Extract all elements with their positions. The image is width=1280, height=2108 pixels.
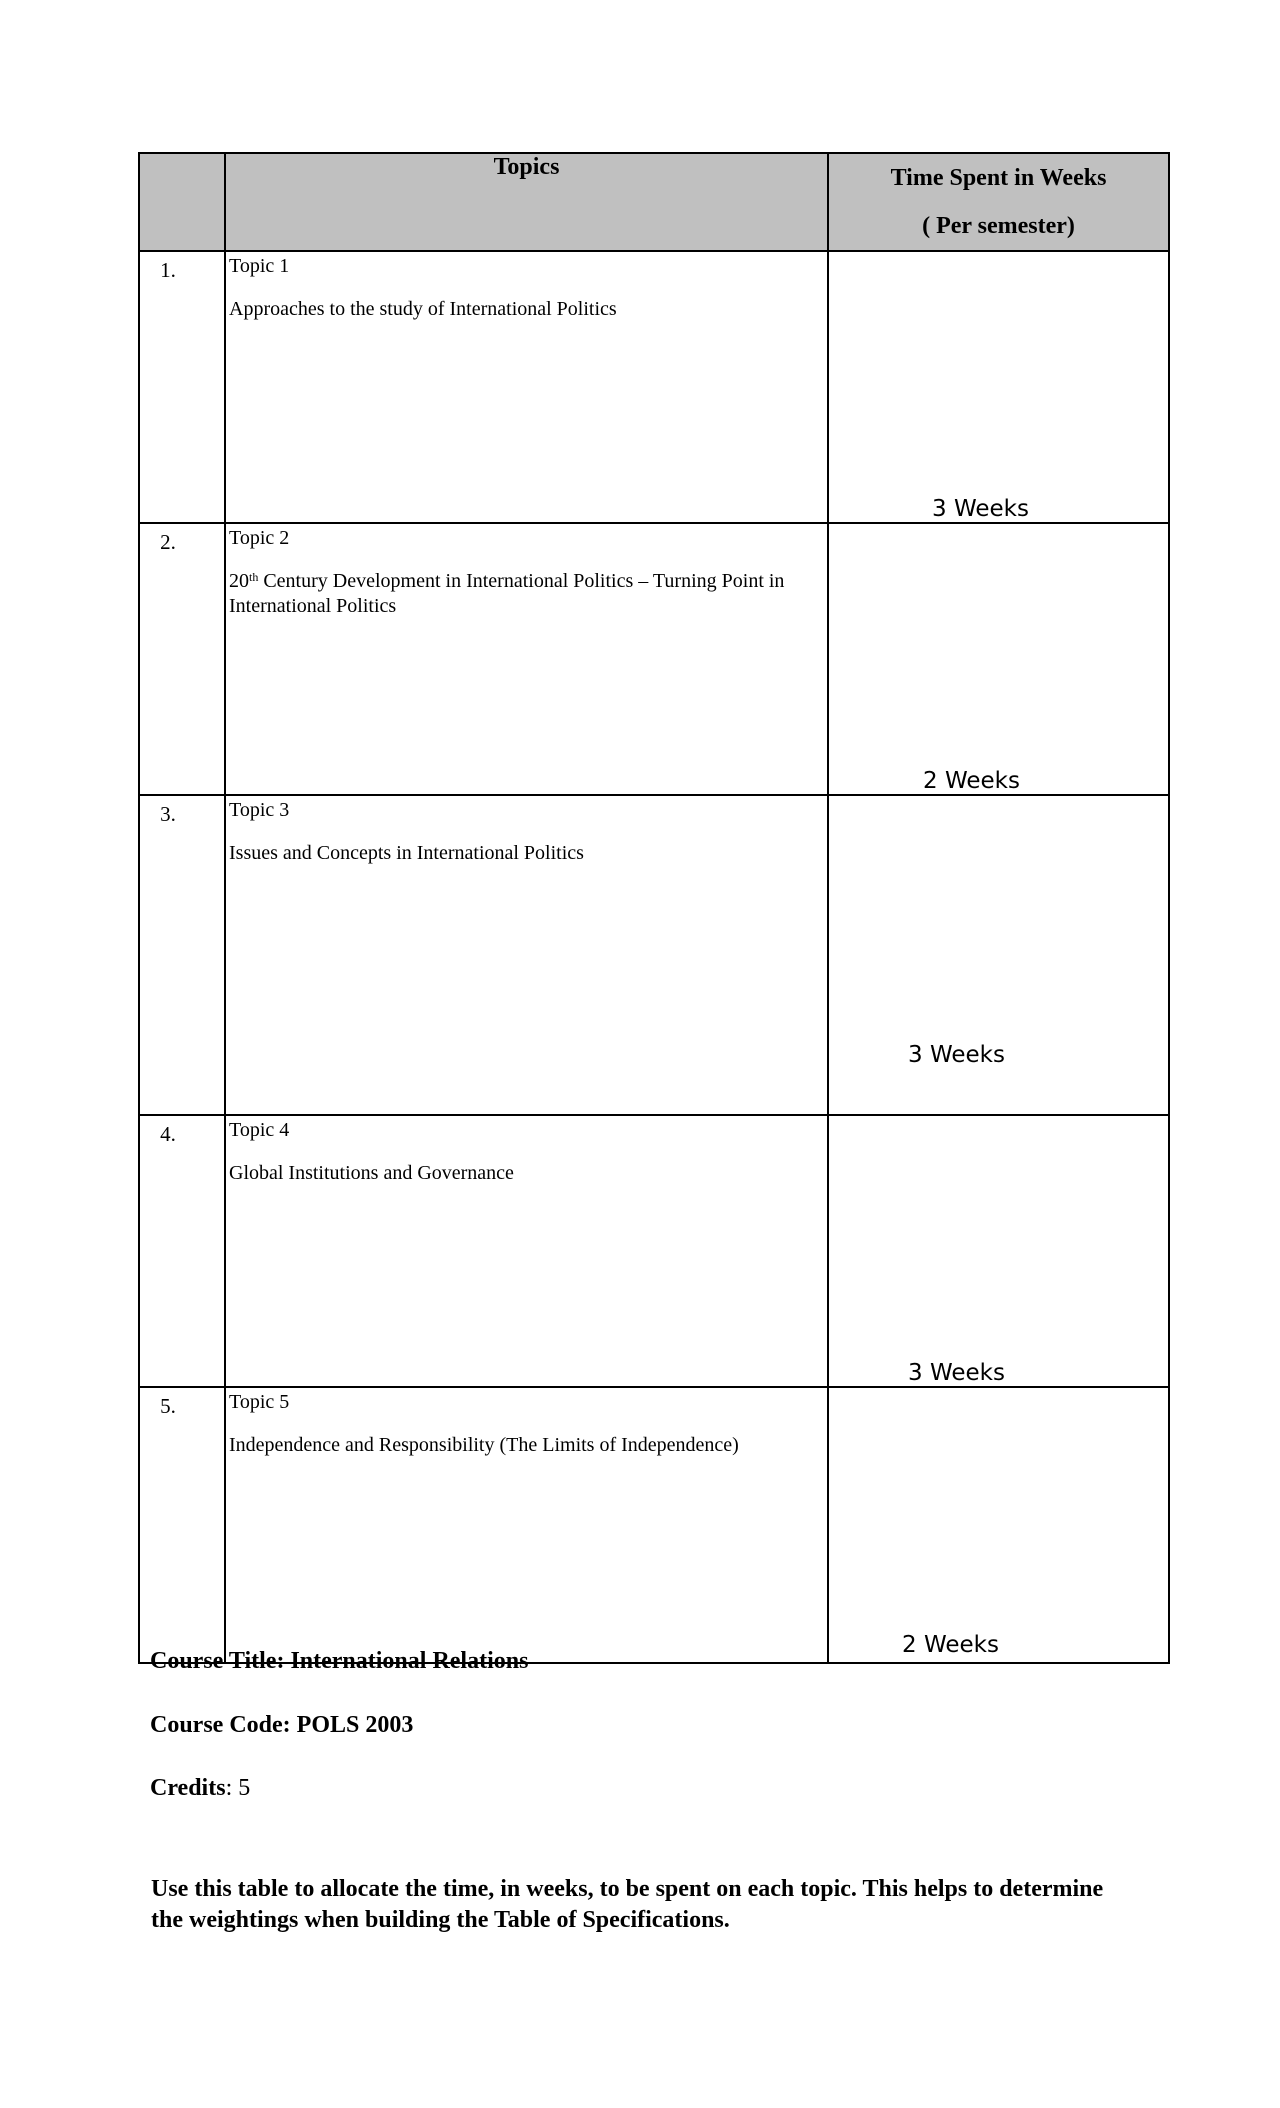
time-header-line1: Time Spent in Weeks xyxy=(890,165,1107,191)
topics-time-table xyxy=(138,152,1170,1664)
row-number: 2. xyxy=(139,523,225,795)
weeks-value: 3 Weeks xyxy=(908,1042,1005,1068)
table-row xyxy=(139,1115,1169,1387)
row-number: 3. xyxy=(139,795,225,1115)
table-row xyxy=(139,251,1169,523)
course-credits: Credits: 5 xyxy=(150,1775,251,1801)
topic-cell xyxy=(225,251,828,523)
topic-description: Independence and Responsibility (The Limits of Independence) xyxy=(229,1434,739,1456)
topic-cell xyxy=(225,1115,828,1387)
time-cell xyxy=(828,1387,1169,1663)
topic-cell xyxy=(225,1387,828,1663)
topic-title: Topic 4 xyxy=(229,1119,290,1141)
row-number: 5. xyxy=(139,1387,225,1663)
topic-description: Approaches to the study of International Politics xyxy=(229,298,617,320)
weeks-value: 2 Weeks xyxy=(902,1632,999,1658)
topic-description: 20th Century Development in International Politics – Turning Point in International Politics xyxy=(229,570,785,617)
topics-column-header: Topics xyxy=(225,153,828,251)
time-cell xyxy=(828,1115,1169,1387)
table-header-row xyxy=(139,153,1169,251)
table-row xyxy=(139,1387,1169,1663)
weeks-value: 3 Weeks xyxy=(908,1360,1005,1386)
row-number: 1. xyxy=(139,251,225,523)
topic-cell xyxy=(225,795,828,1115)
topic-title: Topic 1 xyxy=(229,255,290,277)
instructions-text: Use this table to allocate the time, in weeks, to be spent on each topic. This helps to determine the weightings when building the Table of Specifications. xyxy=(151,1876,1104,1933)
table-row xyxy=(139,523,1169,795)
course-code: Course Code: POLS 2003 xyxy=(150,1712,414,1738)
course-title: Course Title: International Relations xyxy=(150,1648,529,1674)
weeks-value: 2 Weeks xyxy=(923,768,1020,794)
number-column-header xyxy=(139,153,225,251)
topic-title: Topic 3 xyxy=(229,799,290,821)
time-cell xyxy=(828,523,1169,795)
topic-description: Issues and Concepts in International Politics xyxy=(229,842,584,864)
time-cell xyxy=(828,251,1169,523)
topic-cell xyxy=(225,523,828,795)
row-number: 4. xyxy=(139,1115,225,1387)
topic-description: Global Institutions and Governance xyxy=(229,1162,514,1184)
table-row xyxy=(139,795,1169,1115)
time-column-header xyxy=(828,153,1169,251)
weeks-value: 3 Weeks xyxy=(932,496,1029,522)
time-header-line2: ( Per semester) xyxy=(922,213,1075,239)
topic-title: Topic 2 xyxy=(229,527,290,549)
topic-title: Topic 5 xyxy=(229,1391,290,1413)
time-cell xyxy=(828,795,1169,1115)
